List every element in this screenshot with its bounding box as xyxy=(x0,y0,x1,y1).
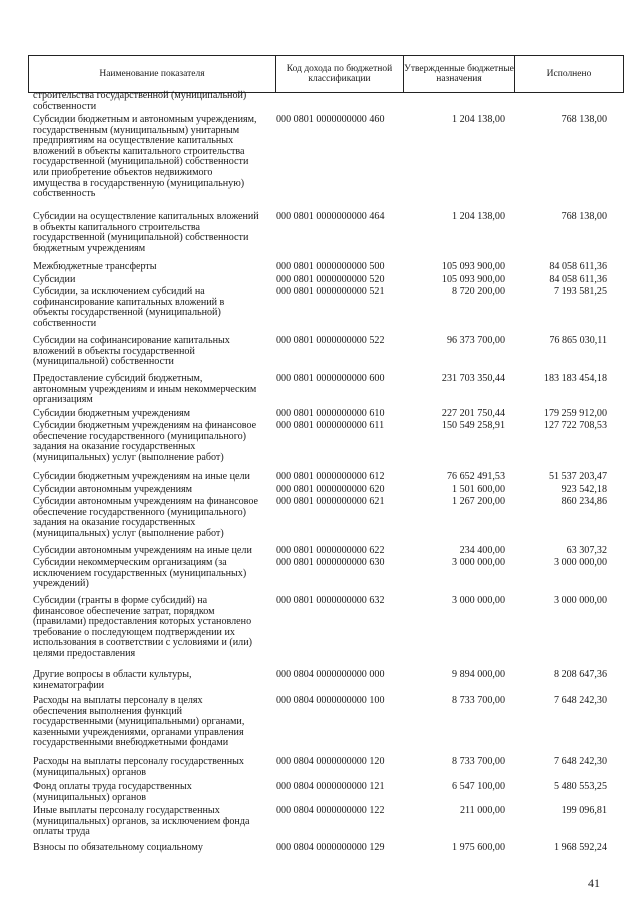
row-code: 000 0804 0000000000 100 xyxy=(276,695,385,706)
row-code: 000 0801 0000000000 622 xyxy=(276,545,385,556)
row-approved: 6 547 100,00 xyxy=(452,781,505,792)
row-code: 000 0801 0000000000 521 xyxy=(276,286,385,297)
row-name: Другие вопросы в области культуры, кинематографии xyxy=(33,669,192,691)
row-approved: 76 652 491,53 xyxy=(446,471,505,482)
row-approved: 231 703 350,44 xyxy=(441,373,505,384)
row-code: 000 0801 0000000000 600 xyxy=(276,373,385,384)
row-code: 000 0801 0000000000 630 xyxy=(276,557,385,568)
header-name: Наименование показателя xyxy=(99,68,205,79)
row-name: Субсидии (гранты в форме субсидий) на финансовое обеспечение затрат, порядком (правилами) предоставления которых установлено требование о последующем подтверждении их использования в соответствии с условиями и (или) целями предоставления xyxy=(33,595,252,659)
row-executed: 179 259 912,00 xyxy=(543,408,607,419)
row-executed: 199 096,81 xyxy=(561,805,607,816)
row-code: 000 0801 0000000000 620 xyxy=(276,484,385,495)
header-code: Код дохода по бюджетной классификации xyxy=(286,63,393,84)
row-executed: 1 968 592,24 xyxy=(554,842,607,853)
row-code: 000 0804 0000000000 121 xyxy=(276,781,385,792)
row-name: Субсидии бюджетным учреждениям xyxy=(33,408,191,419)
row-code: 000 0801 0000000000 611 xyxy=(276,420,385,431)
row-approved: 9 894 000,00 xyxy=(452,669,505,680)
row-code: 000 0801 0000000000 522 xyxy=(276,335,385,346)
row-name: Межбюджетные трансферты xyxy=(33,261,157,272)
row-executed: 84 058 611,36 xyxy=(549,274,607,285)
row-name: Предоставление субсидий бюджетным, автономным учреждениям и иным некоммерческим организациям xyxy=(33,373,257,406)
page-number: 41 xyxy=(588,876,600,890)
row-executed: 84 058 611,36 xyxy=(549,261,607,272)
row-executed: 8 208 647,36 xyxy=(554,669,607,680)
row-executed: 183 183 454,18 xyxy=(543,373,607,384)
row-name: Расходы на выплаты персоналу в целях обеспечения выполнения функций государственными (муниципальными) органами, казенными учреждениями, органами управления государственными внебюджетными фондами xyxy=(33,695,245,749)
row-code: 000 0801 0000000000 610 xyxy=(276,408,385,419)
row-executed: 63 307,32 xyxy=(566,545,607,556)
row-name: Субсидии некоммерческим организациям (за исключением государственных (муниципальных) учреждений) xyxy=(33,557,247,590)
row-approved: 234 400,00 xyxy=(459,545,505,556)
row-approved: 1 267 200,00 xyxy=(452,496,505,507)
row-approved: 3 000 000,00 xyxy=(452,595,505,606)
row-approved: 1 204 138,00 xyxy=(452,211,505,222)
row-name: Взносы по обязательному социальному xyxy=(33,842,203,853)
row-name: Субсидии бюджетным учреждениям на финансовое обеспечение государственного (муниципального) задания на оказание государственных (муниципальных) услуг (выполнение работ) xyxy=(33,420,257,463)
row-approved: 105 093 900,00 xyxy=(441,274,505,285)
row-name: Субсидии на осуществление капитальных вложений в объекты капитального строительства государственной (муниципальной) собственности бюджетным учреждениям xyxy=(33,211,259,254)
row-executed: 768 138,00 xyxy=(561,211,607,222)
row-approved: 3 000 000,00 xyxy=(452,557,505,568)
row-code: 000 0801 0000000000 464 xyxy=(276,211,385,222)
row-name: Расходы на выплаты персоналу государственных (муниципальных) органов xyxy=(33,756,244,778)
row-name: Субсидии, за исключением субсидий на софинансирование капитальных вложений в объекты государственной (муниципальной) собственности xyxy=(33,286,225,329)
row-code: 000 0804 0000000000 129 xyxy=(276,842,385,853)
header-approved: Утвержденные бюджетные назначения xyxy=(404,63,514,84)
row-approved: 96 373 700,00 xyxy=(446,335,505,346)
row-name: Субсидии автономным учреждениям xyxy=(33,484,193,495)
row-executed: 51 537 203,47 xyxy=(548,471,607,482)
row-executed: 7 648 242,30 xyxy=(554,695,607,706)
row-name: Фонд оплаты труда государственных (муниципальных) органов xyxy=(33,781,192,803)
row-executed: 860 234,86 xyxy=(561,496,607,507)
row-approved: 105 093 900,00 xyxy=(441,261,505,272)
row-name: Субсидии бюджетным и автономным учреждениям, государственным (муниципальным) унитарным предприятиям на осуществление капитальных вложений в объекты капитального строительства государственной (муниципальной) собственности или приобретение объектов недвижимого имущества в государственную (муниципальную) собственность xyxy=(33,114,257,200)
row-approved: 150 549 258,91 xyxy=(441,420,505,431)
row-name: Субсидии на софинансирование капитальных вложений в объекты государственной (муниципальной) собственности xyxy=(33,335,230,368)
row-executed: 7 648 242,30 xyxy=(554,756,607,767)
row-executed: 3 000 000,00 xyxy=(554,595,607,606)
row-name: Иные выплаты персоналу государственных (муниципальных) органов, за исключением фонда оплаты труда xyxy=(33,805,250,838)
row-code: 000 0801 0000000000 621 xyxy=(276,496,385,507)
row-name: Субсидии xyxy=(33,274,76,285)
row-code: 000 0801 0000000000 520 xyxy=(276,274,385,285)
row-executed: 768 138,00 xyxy=(561,114,607,125)
row-code: 000 0804 0000000000 122 xyxy=(276,805,385,816)
row-code: 000 0801 0000000000 612 xyxy=(276,471,385,482)
row-code: 000 0801 0000000000 632 xyxy=(276,595,385,606)
row-name: Субсидии автономным учреждениям на финансовое обеспечение государственного (муниципального) задания на оказание государственных (муниципальных) услуг (выполнение работ) xyxy=(33,496,259,539)
row-approved: 1 501 600,00 xyxy=(452,484,505,495)
row-code: 000 0804 0000000000 120 xyxy=(276,756,385,767)
row-approved: 8 733 700,00 xyxy=(452,756,505,767)
row-executed: 7 193 581,25 xyxy=(554,286,607,297)
row-approved: 8 720 200,00 xyxy=(452,286,505,297)
row-executed: 923 542,18 xyxy=(561,484,607,495)
header-executed: Исполнено xyxy=(546,68,592,79)
row-name: Субсидии бюджетным учреждениям на иные цели xyxy=(33,471,250,482)
row-approved: 227 201 750,44 xyxy=(441,408,505,419)
row-approved: 211 000,00 xyxy=(459,805,505,816)
row-name: Субсидии автономным учреждениям на иные цели xyxy=(33,545,252,556)
row-code: 000 0804 0000000000 000 xyxy=(276,669,385,680)
table-header xyxy=(28,55,624,93)
row-executed: 5 480 553,25 xyxy=(554,781,607,792)
row-code: 000 0801 0000000000 460 xyxy=(276,114,385,125)
row-approved: 1 204 138,00 xyxy=(452,114,505,125)
row-approved: 8 733 700,00 xyxy=(452,695,505,706)
row-executed: 76 865 030,11 xyxy=(549,335,607,346)
row-name: строительства государственной (муниципальной) собственности xyxy=(33,90,247,112)
row-code: 000 0801 0000000000 500 xyxy=(276,261,385,272)
row-executed: 3 000 000,00 xyxy=(554,557,607,568)
row-approved: 1 975 600,00 xyxy=(452,842,505,853)
row-executed: 127 722 708,53 xyxy=(543,420,607,431)
